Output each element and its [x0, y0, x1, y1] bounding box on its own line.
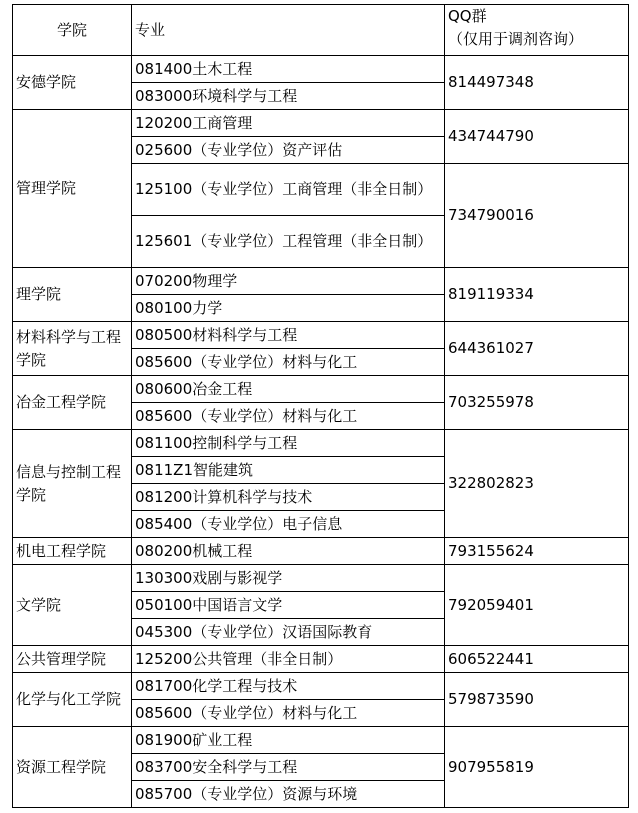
college-cell: 材料科学与工程学院 [13, 322, 132, 376]
table-row [13, 646, 629, 673]
major-cell: 081700化学工程与技术 [132, 673, 445, 700]
major-cell: 083000环境科学与工程 [132, 83, 445, 110]
adjustment-contact-table [12, 4, 629, 808]
major-cell: 085600（专业学位）材料与化工 [132, 403, 445, 430]
header-qq [445, 5, 629, 56]
table-row [13, 110, 629, 137]
major-cell: 070200物理学 [132, 268, 445, 295]
major-cell: 025600（专业学位）资产评估 [132, 137, 445, 164]
qq-cell: 434744790 [445, 110, 629, 164]
table-row [13, 430, 629, 457]
college-cell: 信息与控制工程学院 [13, 430, 132, 538]
major-cell: 080200机械工程 [132, 538, 445, 565]
header-row [13, 5, 629, 56]
major-cell: 080100力学 [132, 295, 445, 322]
major-cell: 081200计算机科学与技术 [132, 484, 445, 511]
table-row [13, 727, 629, 754]
qq-cell: 814497348 [445, 56, 629, 110]
table-row [13, 56, 629, 83]
college-cell: 安德学院 [13, 56, 132, 110]
table-row [13, 268, 629, 295]
college-cell: 文学院 [13, 565, 132, 646]
college-cell: 理学院 [13, 268, 132, 322]
header-qq-note: （仅用于调剂咨询） [448, 30, 584, 48]
table-row [13, 322, 629, 349]
qq-cell: 792059401 [445, 565, 629, 646]
major-cell: 050100中国语言文学 [132, 592, 445, 619]
major-cell: 120200工商管理 [132, 110, 445, 137]
header-major: 专业 [132, 5, 445, 56]
header-qq-title: QQ群 [448, 7, 487, 25]
table-row [13, 376, 629, 403]
major-cell: 045300（专业学位）汉语国际教育 [132, 619, 445, 646]
qq-cell: 579873590 [445, 673, 629, 727]
major-cell: 085700（专业学位）资源与环境 [132, 781, 445, 808]
table-row [13, 538, 629, 565]
college-cell: 冶金工程学院 [13, 376, 132, 430]
qq-cell: 322802823 [445, 430, 629, 538]
major-cell: 081100控制科学与工程 [132, 430, 445, 457]
college-cell: 管理学院 [13, 110, 132, 268]
college-cell: 机电工程学院 [13, 538, 132, 565]
qq-cell: 644361027 [445, 322, 629, 376]
qq-cell: 703255978 [445, 376, 629, 430]
major-cell: 085600（专业学位）材料与化工 [132, 349, 445, 376]
college-cell: 公共管理学院 [13, 646, 132, 673]
major-cell: 080600冶金工程 [132, 376, 445, 403]
major-cell: 081400土木工程 [132, 56, 445, 83]
major-cell: 125100（专业学位）工商管理（非全日制） [132, 164, 445, 216]
qq-cell: 819119334 [445, 268, 629, 322]
major-cell: 081900矿业工程 [132, 727, 445, 754]
college-cell: 化学与化工学院 [13, 673, 132, 727]
major-cell: 083700安全科学与工程 [132, 754, 445, 781]
table-row [13, 673, 629, 700]
major-cell: 130300戏剧与影视学 [132, 565, 445, 592]
qq-cell: 734790016 [445, 164, 629, 268]
major-cell: 080500材料科学与工程 [132, 322, 445, 349]
qq-cell: 606522441 [445, 646, 629, 673]
major-cell: 0811Z1智能建筑 [132, 457, 445, 484]
major-cell: 125200公共管理（非全日制） [132, 646, 445, 673]
qq-cell: 793155624 [445, 538, 629, 565]
college-cell: 资源工程学院 [13, 727, 132, 808]
major-cell: 085400（专业学位）电子信息 [132, 511, 445, 538]
header-college: 学院 [13, 5, 132, 56]
major-cell: 125601（专业学位）工程管理（非全日制） [132, 216, 445, 268]
qq-cell: 907955819 [445, 727, 629, 808]
major-cell: 085600（专业学位）材料与化工 [132, 700, 445, 727]
table-row [13, 565, 629, 592]
